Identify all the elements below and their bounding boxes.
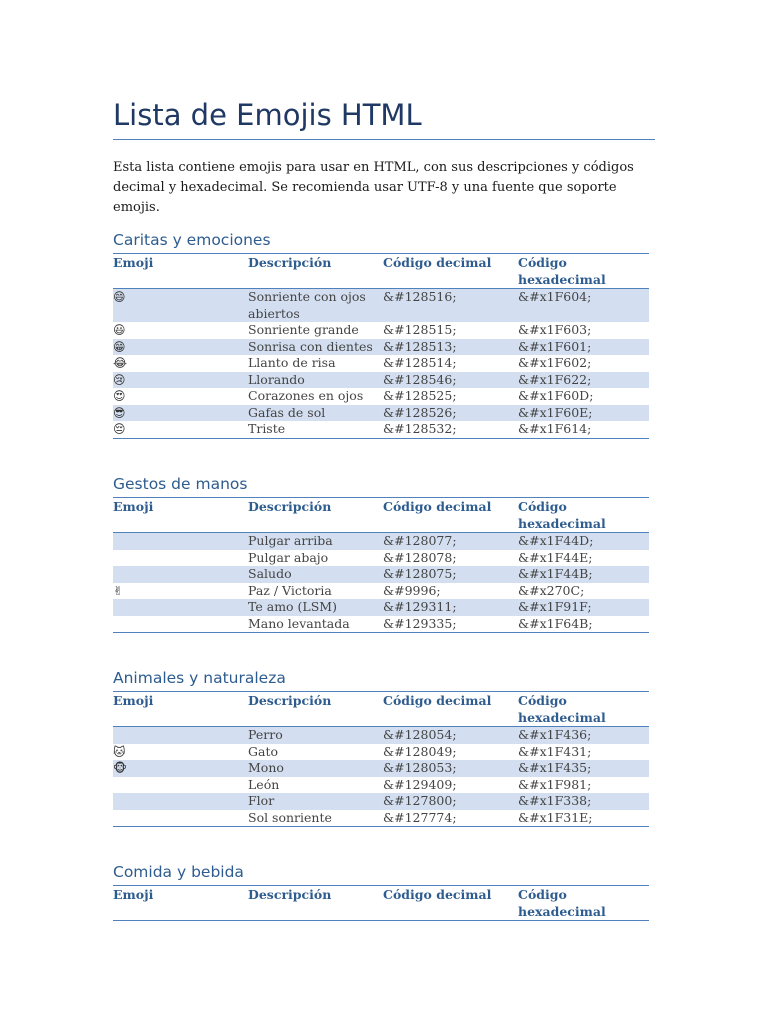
description-cell: Llorando xyxy=(248,372,383,389)
table-header-row xyxy=(113,254,649,289)
emoji-table xyxy=(113,253,649,439)
header-description: Descripción xyxy=(248,692,383,727)
emoji-cell xyxy=(113,777,248,794)
table-row xyxy=(113,583,649,600)
header-hex: Código hexadecimal xyxy=(518,692,649,727)
table-row xyxy=(113,727,649,744)
header-description: Descripción xyxy=(248,254,383,289)
table-header-row xyxy=(113,886,649,921)
description-cell: Sol sonriente xyxy=(248,810,383,827)
emoji-cell: 😢 xyxy=(113,372,248,389)
header-decimal: Código decimal xyxy=(383,886,518,921)
header-hex: Código hexadecimal xyxy=(518,254,649,289)
description-cell: Te amo (LSM) xyxy=(248,599,383,616)
table-row xyxy=(113,405,649,422)
table-row xyxy=(113,322,649,339)
table-row xyxy=(113,810,649,827)
decimal-code-cell: &#127800; xyxy=(383,793,518,810)
header-decimal: Código decimal xyxy=(383,254,518,289)
table-row xyxy=(113,388,649,405)
hex-code-cell: &#x1F614; xyxy=(518,421,649,438)
decimal-code-cell: &#128049; xyxy=(383,743,457,759)
emoji-cell xyxy=(113,810,248,827)
hex-code-cell: &#x1F601; xyxy=(518,339,649,356)
section-heading: Gestos de manos xyxy=(113,475,248,493)
emoji-cell: 😄 xyxy=(113,289,248,323)
emoji-cell: 🐱 xyxy=(113,744,126,759)
emoji-cell xyxy=(113,793,248,810)
decimal-code-cell: &#129311; xyxy=(383,599,518,616)
decimal-code-cell: &#127774; xyxy=(383,810,518,827)
decimal-code-cell: &#128078; xyxy=(383,549,457,565)
emoji-cell xyxy=(113,533,248,550)
hex-code-cell: &#x1F44E; xyxy=(518,549,593,565)
decimal-code-cell: &#128525; xyxy=(383,388,457,403)
section-heading: Animales y naturaleza xyxy=(113,669,286,687)
hex-code-cell: &#x1F44D; xyxy=(518,533,649,550)
decimal-code-cell: &#128546; xyxy=(383,372,518,389)
description-cell: Gafas de sol xyxy=(248,405,383,422)
table-row xyxy=(113,744,649,761)
table-row xyxy=(113,760,649,777)
emoji-table xyxy=(113,691,649,827)
description-cell: Sonriente grande xyxy=(248,322,359,337)
emoji-cell xyxy=(113,727,248,744)
decimal-code-cell: &#128516; xyxy=(383,289,518,323)
hex-code-cell: &#x1F338; xyxy=(518,793,649,810)
description-cell: Gato xyxy=(248,743,278,759)
table-row xyxy=(113,372,649,389)
table-row xyxy=(113,550,649,567)
decimal-code-cell: &#9996; xyxy=(383,582,441,598)
emoji-table xyxy=(113,885,649,921)
emoji-cell: 😍 xyxy=(113,389,126,403)
description-cell: León xyxy=(248,776,280,792)
emoji-cell: 😂 xyxy=(113,356,128,370)
header-decimal: Código decimal xyxy=(383,498,518,533)
emoji-cell: 😔 xyxy=(113,421,248,438)
description-cell: Flor xyxy=(248,793,383,810)
hex-code-cell: &#x1F60E; xyxy=(518,405,649,422)
section-heading: Comida y bebida xyxy=(113,863,244,881)
header-description: Descripción xyxy=(248,886,383,921)
table-row xyxy=(113,355,649,372)
emoji-cell xyxy=(113,599,248,616)
emoji-cell: 🐵 xyxy=(113,760,248,777)
table-header-row xyxy=(113,692,649,727)
table-row xyxy=(113,421,649,438)
header-emoji: Emoji xyxy=(113,498,248,533)
table-row xyxy=(113,339,649,356)
hex-code-cell: &#x270C; xyxy=(518,582,585,598)
description-cell: Saludo xyxy=(248,566,383,583)
table-row xyxy=(113,777,649,794)
table-header-row xyxy=(113,498,649,533)
emoji-cell xyxy=(113,550,248,567)
hex-code-cell: &#x1F436; xyxy=(518,727,649,744)
emoji-cell: 😃 xyxy=(113,323,126,337)
section-caritas xyxy=(113,227,649,439)
header-description: Descripción xyxy=(248,498,383,533)
section-heading: Caritas y emociones xyxy=(113,231,271,249)
header-emoji: Emoji xyxy=(113,692,248,727)
description-cell: Paz / Victoria xyxy=(248,582,332,598)
hex-code-cell: &#x1F44B; xyxy=(518,566,649,583)
decimal-code-cell: &#128075; xyxy=(383,566,518,583)
title-divider xyxy=(113,139,655,140)
description-cell: Triste xyxy=(248,421,383,438)
description-cell: Pulgar arriba xyxy=(248,533,383,550)
decimal-code-cell: &#128077; xyxy=(383,533,518,550)
hex-code-cell: &#x1F603; xyxy=(518,322,592,337)
header-emoji: Emoji xyxy=(113,886,248,921)
hex-code-cell: &#x1F435; xyxy=(518,760,649,777)
emoji-cell: 😁 xyxy=(113,339,248,356)
header-emoji: Emoji xyxy=(113,254,248,289)
description-cell: Mono xyxy=(248,760,383,777)
hex-code-cell: &#x1F91F; xyxy=(518,599,649,616)
description-cell: Corazones en ojos xyxy=(248,388,364,403)
description-cell: Perro xyxy=(248,727,383,744)
hex-code-cell: &#x1F622; xyxy=(518,372,649,389)
header-hex: Código hexadecimal xyxy=(518,886,649,921)
hex-code-cell: &#x1F981; xyxy=(518,776,592,792)
hex-code-cell: &#x1F64B; xyxy=(518,616,649,633)
decimal-code-cell: &#128532; xyxy=(383,421,518,438)
header-hex: Código hexadecimal xyxy=(518,498,649,533)
table-row xyxy=(113,793,649,810)
decimal-code-cell: &#129335; xyxy=(383,616,518,633)
description-cell: Mano levantada xyxy=(248,616,383,633)
table-row xyxy=(113,599,649,616)
section-comida xyxy=(113,859,649,921)
table-row xyxy=(113,533,649,550)
emoji-cell xyxy=(113,566,248,583)
decimal-code-cell: &#128515; xyxy=(383,322,457,337)
emoji-cell xyxy=(113,616,248,633)
table-row xyxy=(113,616,649,633)
emoji-table xyxy=(113,497,649,633)
hex-code-cell: &#x1F602; xyxy=(518,355,592,370)
decimal-code-cell: &#128053; xyxy=(383,760,518,777)
page-title: Lista de Emojis HTML xyxy=(113,98,422,132)
table-row xyxy=(113,566,649,583)
decimal-code-cell: &#128054; xyxy=(383,727,518,744)
description-cell: Pulgar abajo xyxy=(248,549,329,565)
hex-code-cell: &#x1F31E; xyxy=(518,810,649,827)
table-row xyxy=(113,289,649,323)
decimal-code-cell: &#128526; xyxy=(383,405,518,422)
decimal-code-cell: &#128514; xyxy=(383,355,457,370)
description-cell: Sonriente con ojos abiertos xyxy=(248,289,383,323)
description-cell: Sonrisa con dientes xyxy=(248,339,383,356)
section-animales xyxy=(113,665,649,827)
emoji-cell: ✌ xyxy=(113,583,124,598)
hex-code-cell: &#x1F431; xyxy=(518,743,592,759)
intro-paragraph: Esta lista contiene emojis para usar en HTML, con sus descripciones y códigos decimal y hexadecimal. Se recomienda usar UTF-8 y una fuente que soporte emojis. xyxy=(113,160,634,215)
emoji-cell: 😎 xyxy=(113,405,248,422)
description-cell: Llanto de risa xyxy=(248,355,336,370)
decimal-code-cell: &#128513; xyxy=(383,339,518,356)
hex-code-cell: &#x1F604; xyxy=(518,289,649,323)
header-decimal: Código decimal xyxy=(383,692,518,727)
section-gestos xyxy=(113,471,649,633)
decimal-code-cell: &#129409; xyxy=(383,776,457,792)
hex-code-cell: &#x1F60D; xyxy=(518,388,594,403)
